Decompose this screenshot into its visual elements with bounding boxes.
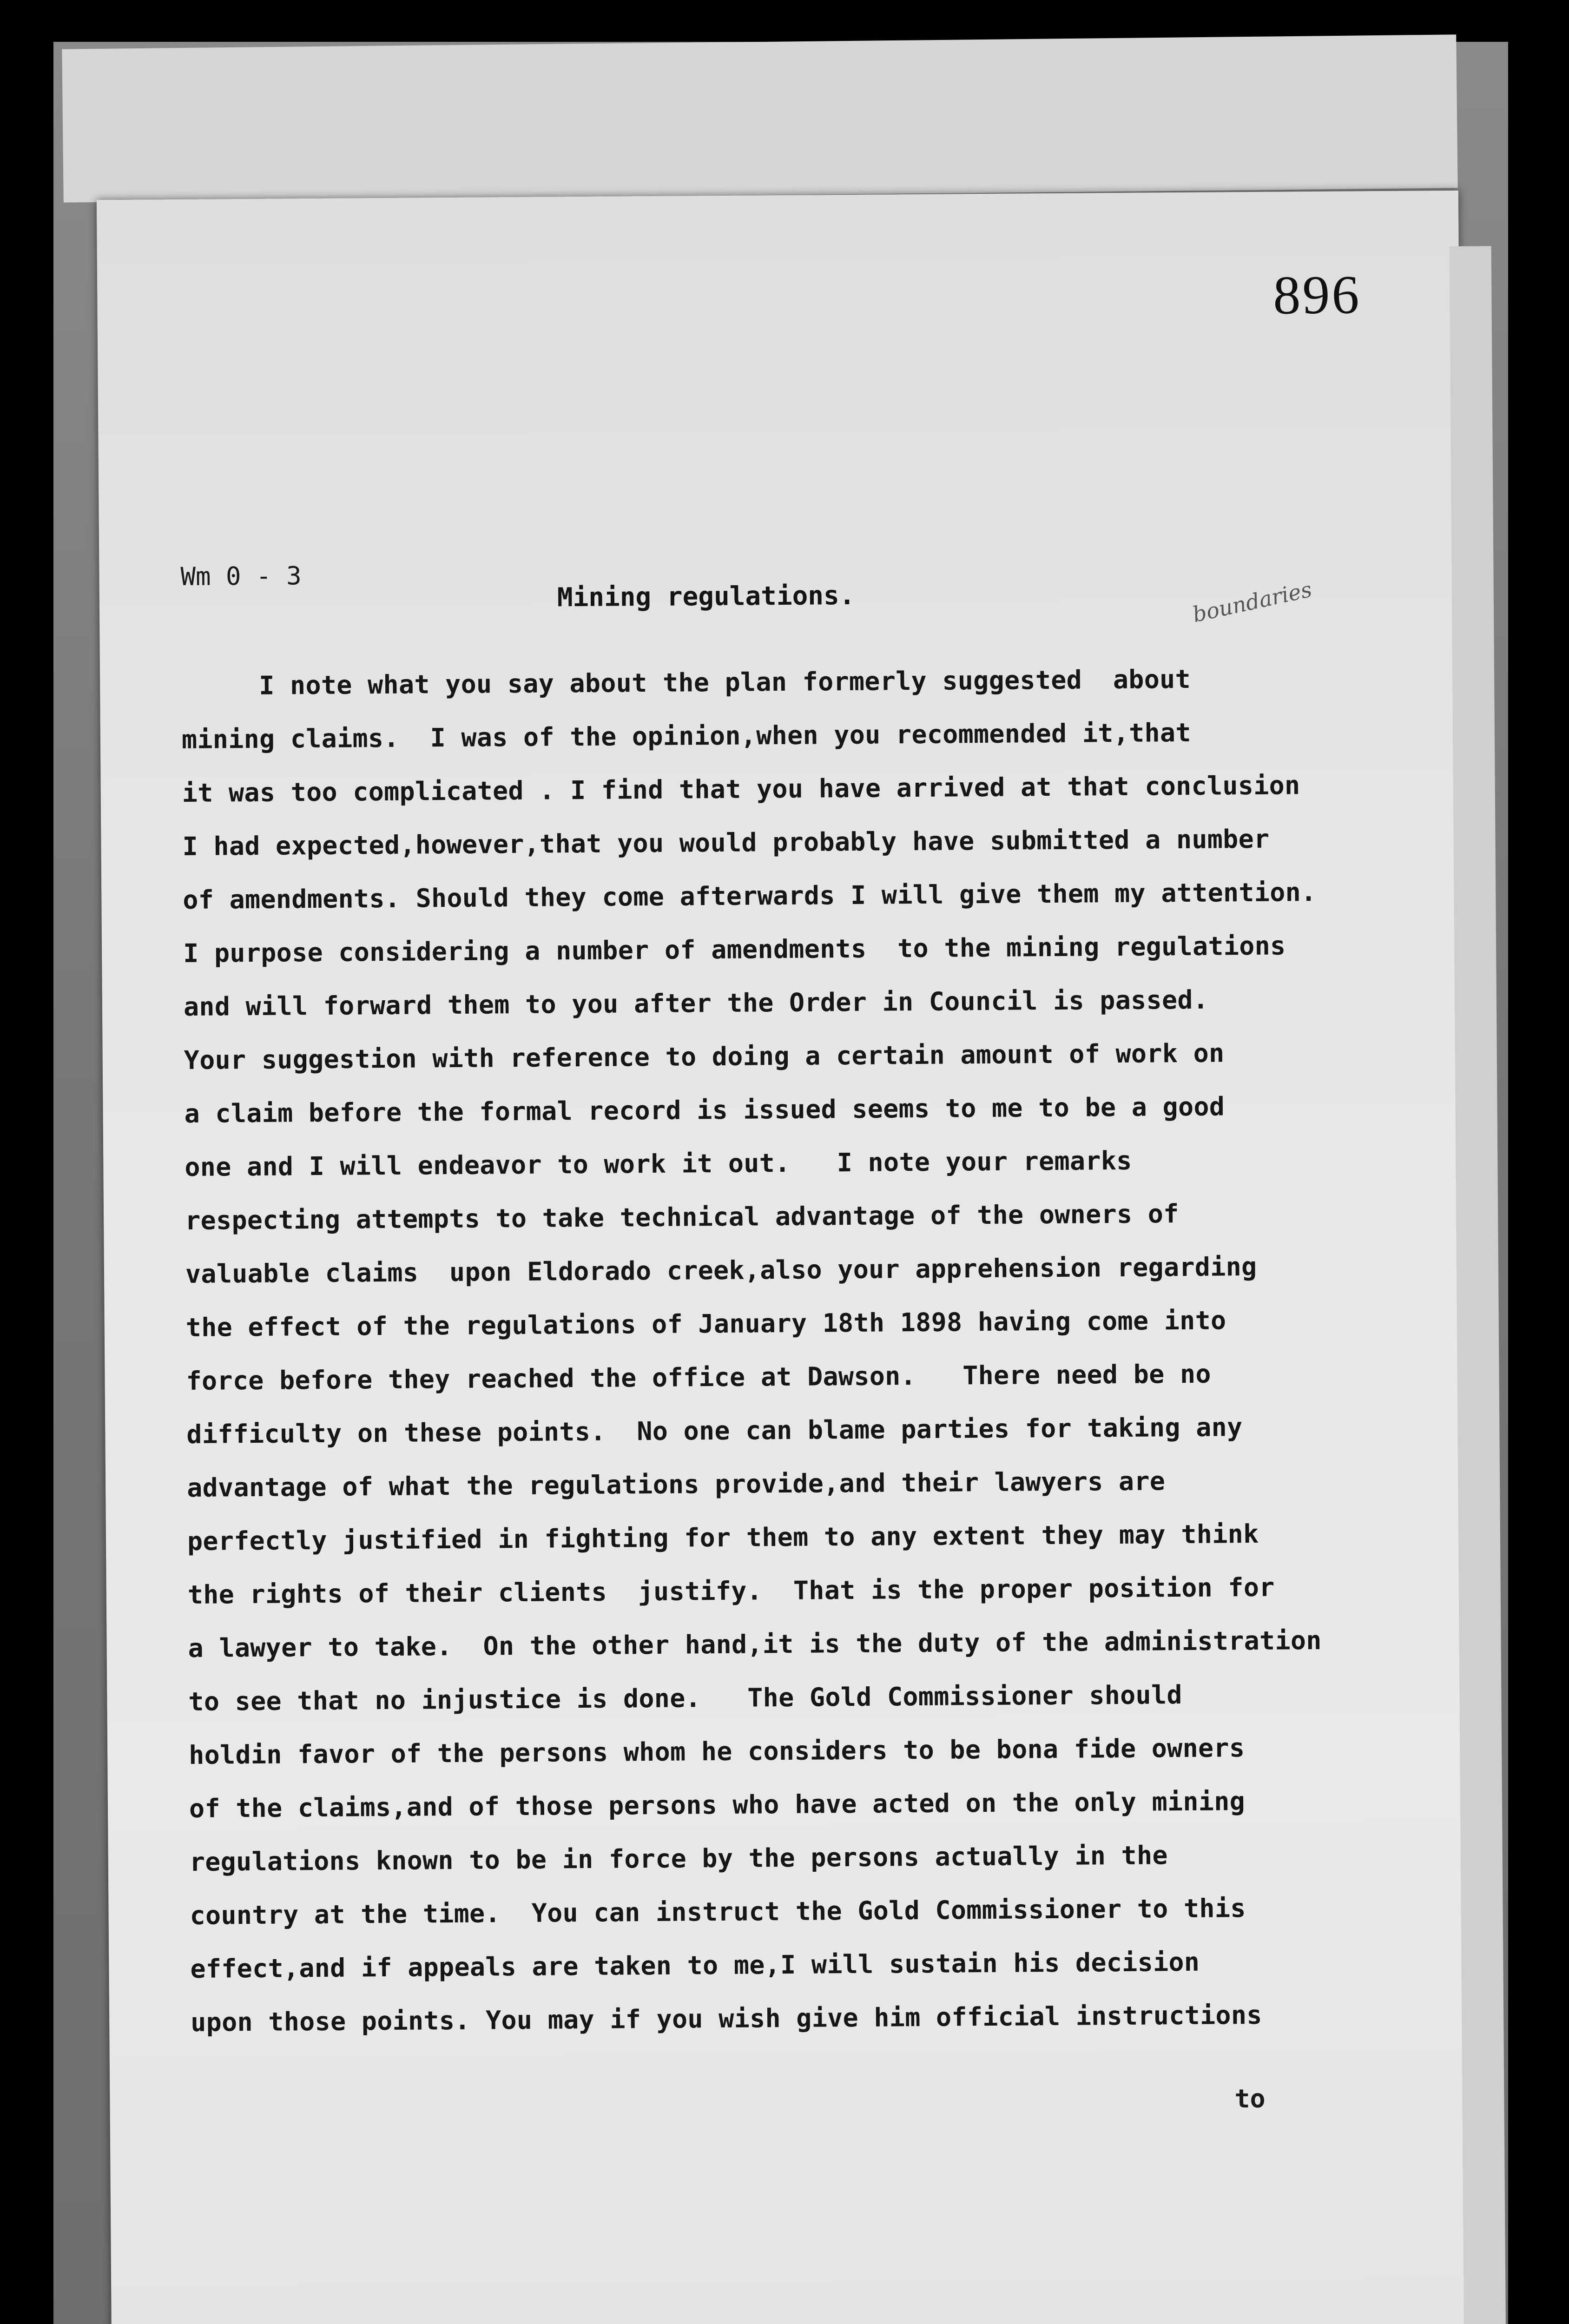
microfilm-frame xyxy=(53,42,1508,2324)
page-number: 896 xyxy=(1272,264,1361,326)
text-line: upon those points. You may if you wish give him official instructions xyxy=(191,2000,1262,2037)
reference-code: Wm 0 - 3 xyxy=(180,561,302,592)
text-line: mining claims. I was of the opinion,when you recommended it,that xyxy=(181,717,1191,755)
back-sheet xyxy=(62,34,1457,202)
text-line: it was too complicated . I find that you have arrived at that conclusion xyxy=(182,770,1300,808)
letter-body xyxy=(181,651,1446,2049)
text-line: a claim before the formal record is issued seems to me to be a good xyxy=(184,1091,1225,1129)
catchword: to xyxy=(1234,2083,1266,2114)
text-line: valuable claims upon Eldorado creek,also your apprehension regarding xyxy=(185,1251,1257,1289)
text-line: I note what you say about the plan formerly suggested about xyxy=(181,664,1191,701)
text-line: one and I will endeavor to work it out. I note your remarks xyxy=(185,1145,1132,1182)
text-line: I purpose considering a number of amendments to the mining regulations xyxy=(183,931,1286,969)
document-title: Mining regulations. xyxy=(557,580,855,613)
text-line: and will forward them to you after the Order in Council is passed. xyxy=(183,984,1209,1022)
text-line: I had expected,however,that you would probably have submitted a number xyxy=(182,824,1270,862)
document-page xyxy=(97,191,1474,2324)
text-line: effect,and if appeals are taken to me,I will sustain his decision xyxy=(190,1947,1200,1984)
text-line: country at the time. You can instruct the Gold Commissioner to this xyxy=(190,1893,1246,1930)
page-edge xyxy=(1450,246,1507,2324)
text-line: respecting attempts to take technical advantage of the owners of xyxy=(185,1199,1179,1236)
text-line: holdin favor of the persons whom he considers to be bona fide owners xyxy=(189,1733,1245,1770)
text-line: a lawyer to take. On the other hand,it is the duty of the administration xyxy=(188,1625,1322,1663)
text-line: advantage of what the regulations provide,and their lawyers are xyxy=(186,1466,1166,1503)
text-line: force before they reached the office at Dawson. There need be no xyxy=(186,1359,1212,1396)
handwritten-annotation: boundaries xyxy=(1190,576,1314,627)
text-line: Your suggestion with reference to doing a certain amount of work on xyxy=(184,1038,1225,1076)
text-line: perfectly justified in fighting for them to any extent they may think xyxy=(187,1519,1259,1556)
text-line: regulations known to be in force by the persons actually in the xyxy=(189,1840,1168,1877)
text-line: to see that no injustice is done. The Gold Commissioner should xyxy=(188,1680,1183,1717)
text-line: of amendments. Should they come afterwards I will give them my attention. xyxy=(183,877,1317,915)
text-line: the rights of their clients justify. That is the proper position for xyxy=(187,1572,1275,1610)
text-line: the effect of the regulations of January 18th 1898 having come into xyxy=(185,1305,1226,1343)
text-line: difficulty on these points. No one can blame parties for taking any xyxy=(186,1412,1243,1450)
text-line: of the claims,and of those persons who have acted on the only mining xyxy=(189,1786,1246,1823)
